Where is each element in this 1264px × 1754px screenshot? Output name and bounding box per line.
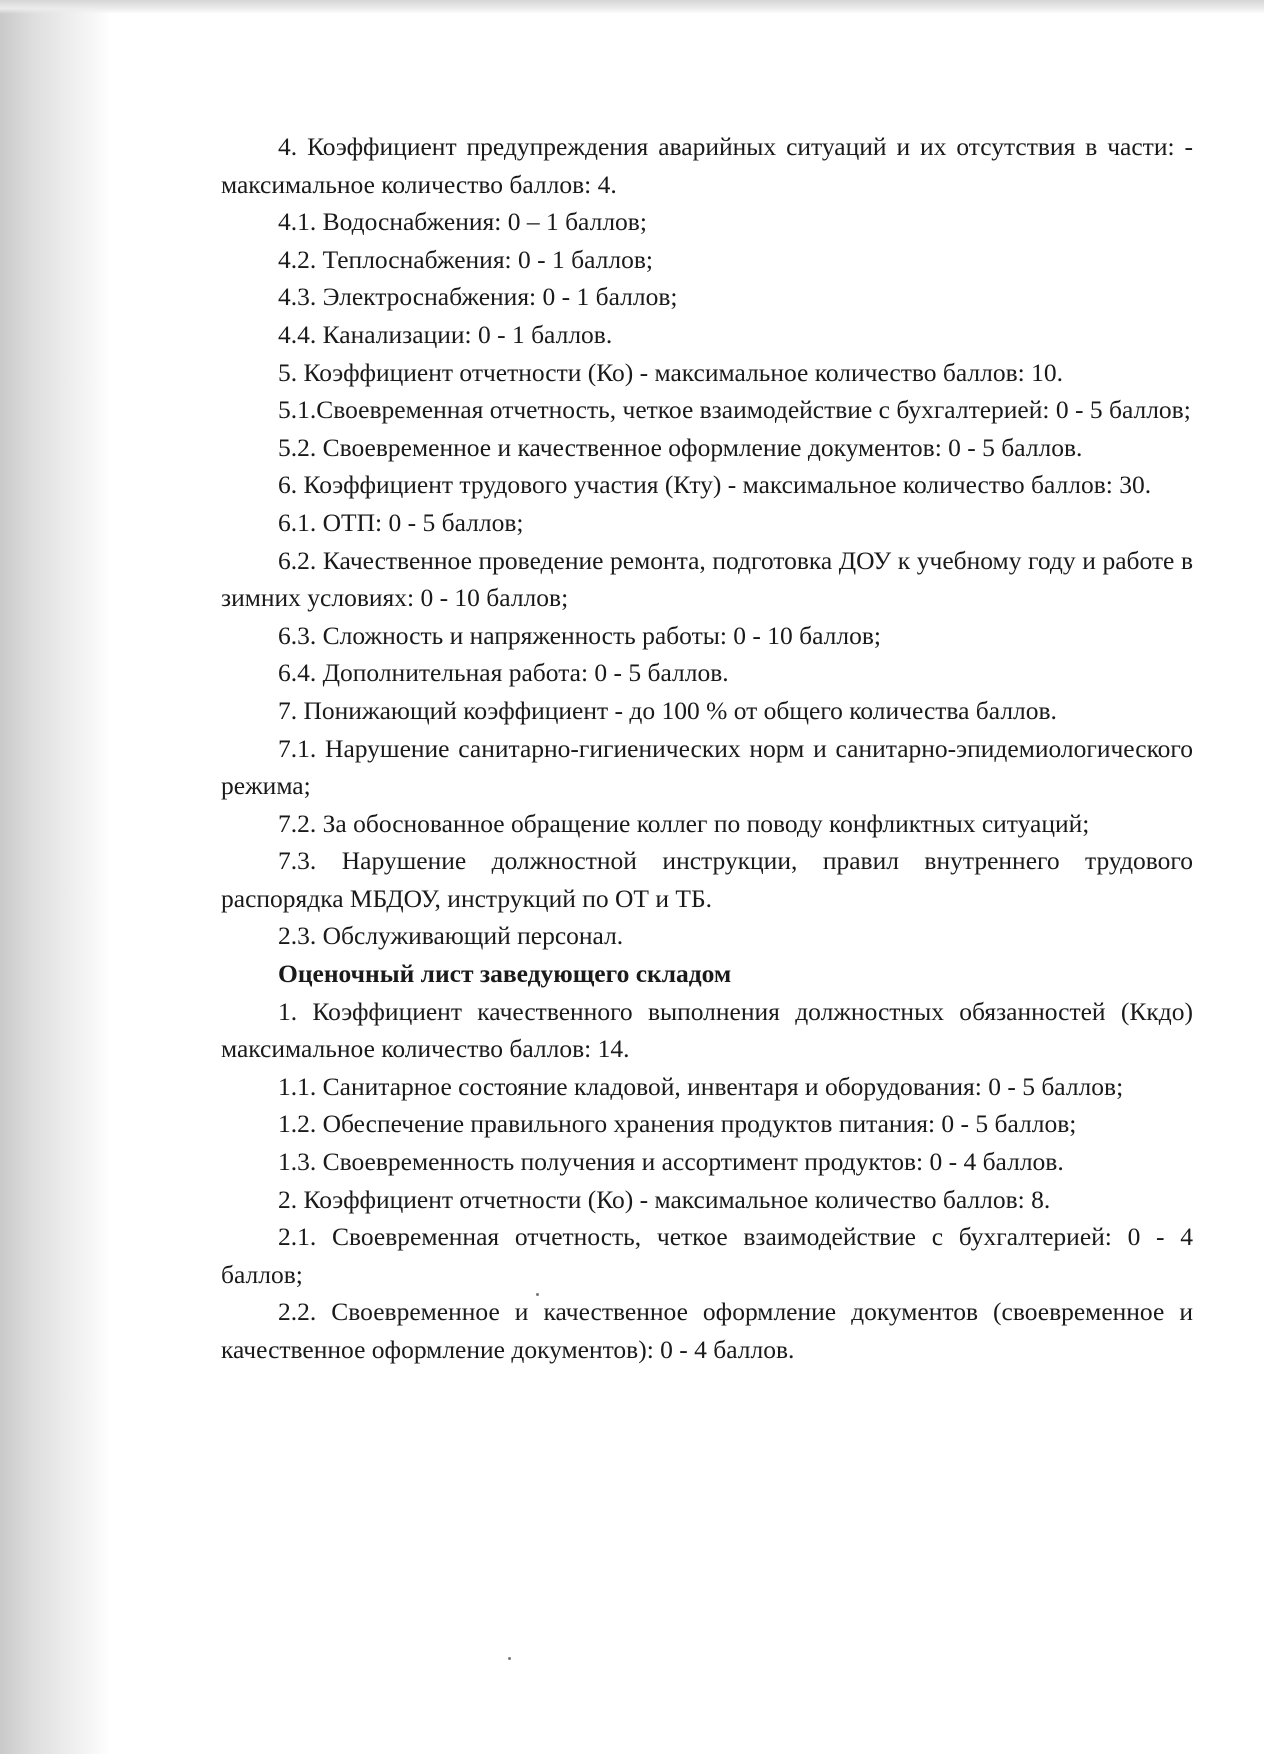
paragraph-1-2: 1.2. Обеспечение правильного хранения продуктов питания: 0 - 5 баллов; [278, 1109, 1077, 1139]
paragraph-1-3: 1.3. Своевременность получения и ассортимент продуктов: 0 - 4 баллов. [278, 1147, 1064, 1177]
section-2-3-heading: 2.3. Обслуживающий персонал. [278, 921, 624, 951]
paragraph-6-3: 6.3. Сложность и напряженность работы: 0 - 10 баллов; [278, 620, 882, 650]
paragraph-1: 1. Коэффициент качественного выполнения должностных обязанностей (Ккдо) максимальное количество баллов: 14. [221, 996, 1193, 1064]
paragraph-2: 2. Коэффициент отчетности (Ко) - максимальное количество баллов: 8. [278, 1184, 1051, 1214]
paragraph-5-1: 5.1.Своевременная отчетность, четкое взаимодействие с бухгалтерией: 0 - 5 баллов; [278, 395, 1191, 425]
document-page [221, 128, 1193, 1369]
paragraph-4-2: 4.2. Теплоснабжения: 0 - 1 баллов; [278, 244, 653, 274]
paragraph-2-1: 2.1. Своевременная отчетность, четкое взаимодействие с бухгалтерией: 0 - 4 баллов; [221, 1222, 1193, 1289]
paragraph-5: 5. Коэффициент отчетности (Ко) - максимальное количество баллов: 10. [278, 357, 1063, 387]
paragraph-7-1: 7.1. Нарушение санитарно-гигиенических норм и санитарно-эпидемиологического режима; [221, 733, 1193, 801]
paragraph-6-1: 6.1. ОТП: 0 - 5 баллов; [278, 507, 524, 537]
scan-speck [508, 1657, 511, 1660]
paragraph-6-2: 6.2. Качественное проведение ремонта, подготовка ДОУ к учебному году и работе в зимних условиях: 0 - 10 баллов; [221, 545, 1193, 613]
scan-speck [536, 1293, 539, 1296]
paragraph-4-4: 4.4. Канализации: 0 - 1 баллов. [278, 319, 613, 349]
paragraph-4-1: 4.1. Водоснабжения: 0 – 1 баллов; [278, 207, 647, 237]
paragraph-5-2: 5.2. Своевременное и качественное оформление документов: 0 - 5 баллов. [278, 432, 1083, 462]
paragraph-4: 4. Коэффициент предупреждения аварийных ситуаций и их отсутствия в части: - максимальное количество баллов: 4. [221, 132, 1193, 199]
scan-top-edge [0, 0, 1264, 14]
paragraph-4-3: 4.3. Электроснабжения: 0 - 1 баллов; [278, 282, 678, 312]
paragraph-6: 6. Коэффициент трудового участия (Кту) - максимальное количество баллов: 30. [278, 470, 1152, 500]
paragraph-2-2: 2.2. Своевременное и качественное оформление документов (своевременное и качественное оформление документов): 0 - 4 баллов. [221, 1297, 1193, 1364]
paragraph-7: 7. Понижающий коэффициент - до 100 % от общего количества баллов. [278, 695, 1057, 725]
paragraph-6-4: 6.4. Дополнительная работа: 0 - 5 баллов. [278, 658, 729, 688]
paragraph-7-3: 7.3. Нарушение должностной инструкции, правил внутреннего трудового распорядка МБДОУ, инструкций по ОТ и ТБ. [221, 846, 1193, 913]
evaluation-sheet-title: Оценочный лист заведующего складом [278, 959, 732, 989]
paragraph-1-1: 1.1. Санитарное состояние кладовой, инвентаря и оборудования: 0 - 5 баллов; [278, 1071, 1124, 1101]
paragraph-7-2: 7.2. За обоснованное обращение коллег по поводу конфликтных ситуаций; [278, 808, 1090, 838]
scan-edge-shadow [0, 0, 110, 1754]
